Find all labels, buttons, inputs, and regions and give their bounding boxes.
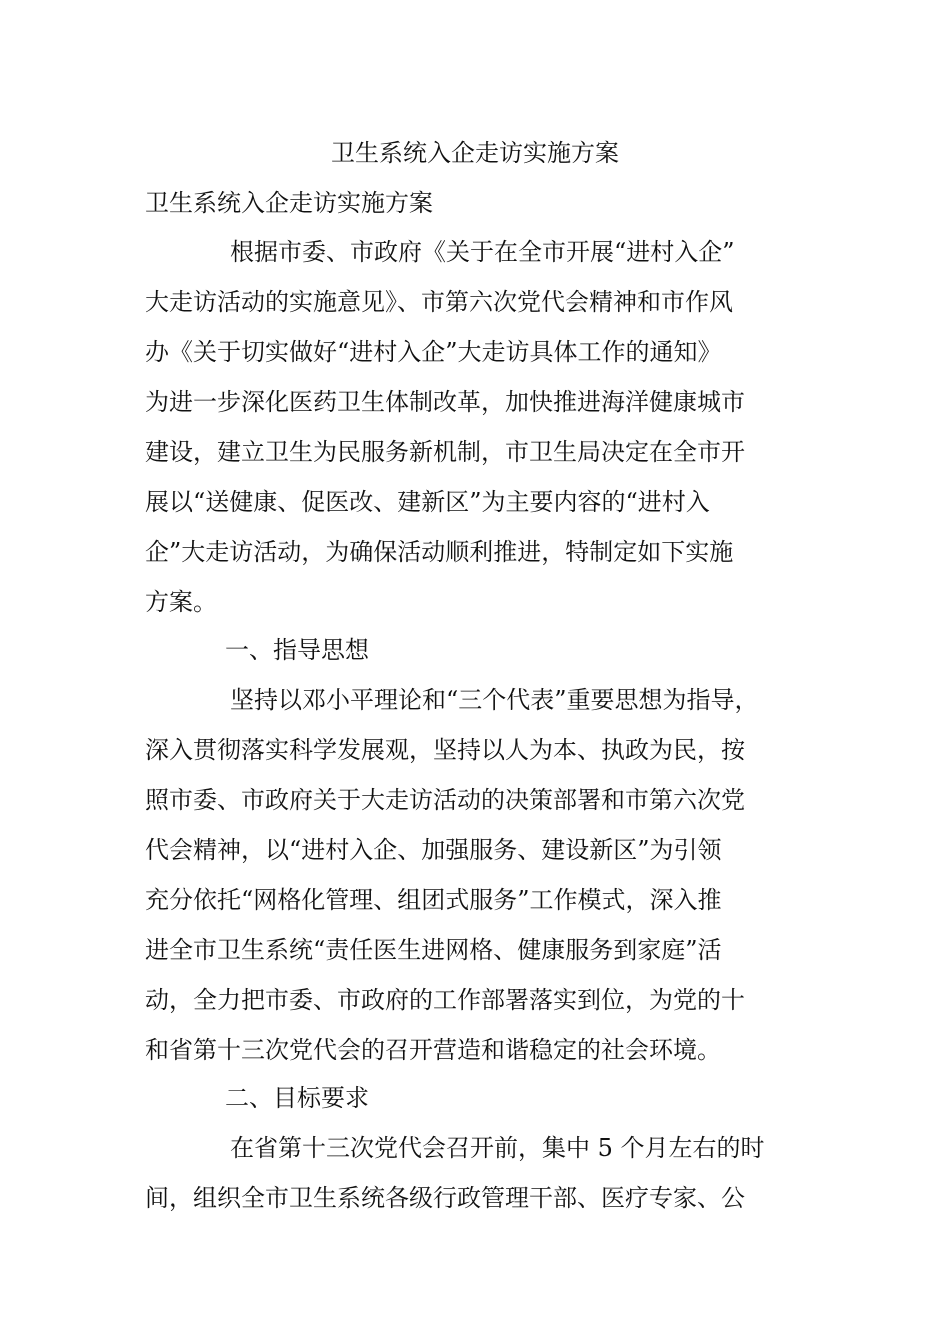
section-heading: 二、目标要求: [225, 1084, 369, 1112]
paragraph-line: 充分依托“网格化管理、组团式服务”工作模式，深入推: [145, 886, 722, 914]
paragraph-line: 深入贯彻落实科学发展观，坚持以人为本、执政为民，按: [145, 736, 745, 764]
paragraph-line: 坚持以邓小平理论和“三个代表”重要思想为指导，: [230, 686, 759, 714]
paragraph-line: 在省第十三次党代会召开前，集中 5 个月左右的时: [230, 1134, 765, 1162]
paragraph-line: 根据市委、市政府《关于在全市开展“进村入企”: [230, 238, 735, 266]
document-title: 卫生系统入企走访实施方案: [331, 139, 619, 167]
document-subtitle: 卫生系统入企走访实施方案: [145, 189, 433, 217]
paragraph-line: 方案。: [145, 588, 217, 616]
paragraph-line: 照市委、市政府关于大走访活动的决策部署和市第六次党: [145, 786, 745, 814]
paragraph-line: 为进一步深化医药卫生体制改革，加快推进海洋健康城市: [145, 388, 745, 416]
section-heading: 一、指导思想: [225, 636, 369, 664]
paragraph-line: 动，全力把市委、市政府的工作部署落实到位，为党的十: [145, 986, 745, 1014]
paragraph-line: 企”大走访活动，为确保活动顺利推进，特制定如下实施: [145, 538, 734, 566]
paragraph-line: 和省第十三次党代会的召开营造和谐稳定的社会环境。: [145, 1036, 721, 1064]
paragraph-line: 建设，建立卫生为民服务新机制，市卫生局决定在全市开: [145, 438, 745, 466]
paragraph-line: 办《关于切实做好“进村入企”大走访具体工作的通知》: [145, 338, 722, 366]
paragraph-line: 展以“送健康、促医改、建新区”为主要内容的“进村入: [145, 488, 710, 516]
paragraph-line: 代会精神，以“进村入企、加强服务、建设新区”为引领: [145, 836, 722, 864]
paragraph-line: 大走访活动的实施意见》、市第六次党代会精神和市作风: [145, 288, 733, 316]
paragraph-line: 进全市卫生系统“责任医生进网格、健康服务到家庭”活: [145, 936, 722, 964]
paragraph-line: 间，组织全市卫生系统各级行政管理干部、医疗专家、公: [145, 1184, 745, 1212]
